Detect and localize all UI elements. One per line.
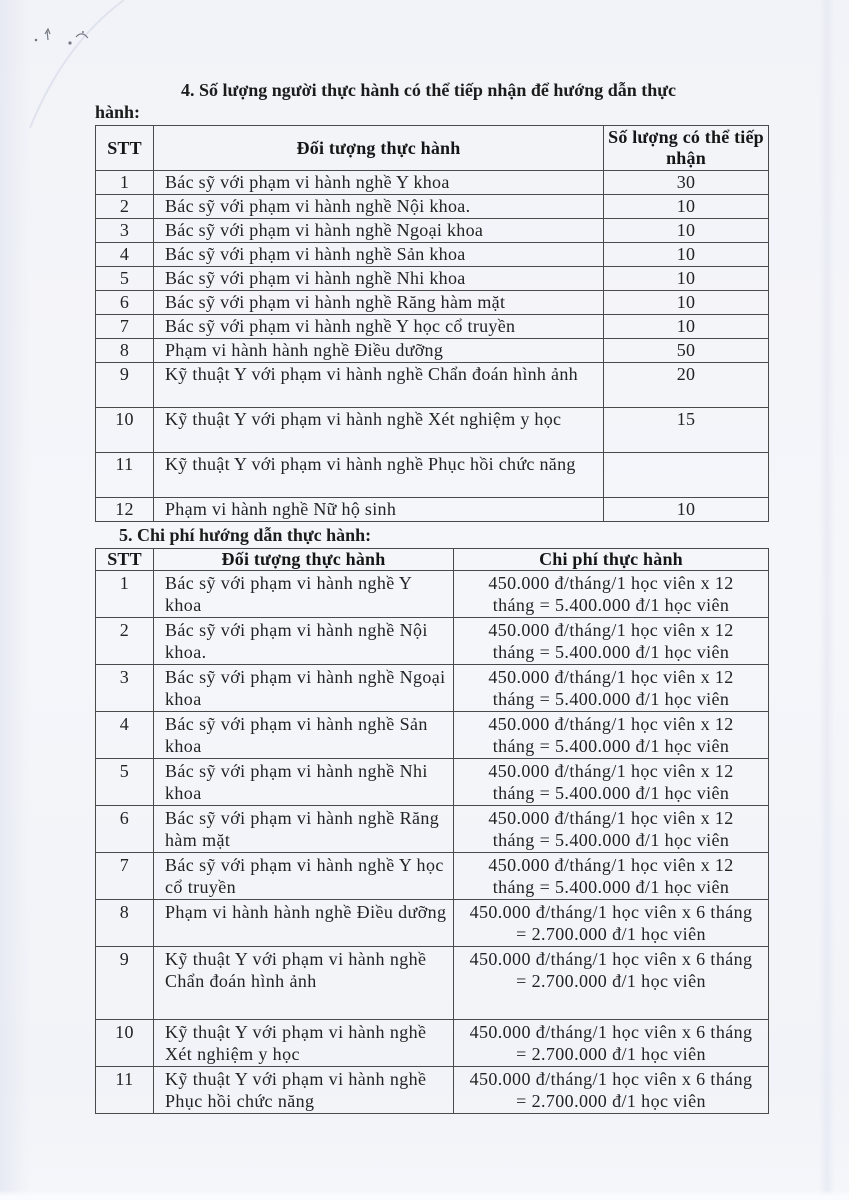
table-row	[96, 759, 769, 806]
cost-line-1: 450.000 đ/tháng/1 học viên x 12	[488, 667, 734, 687]
table-row	[96, 571, 769, 618]
cell-cost	[454, 712, 769, 759]
cell-cost	[454, 853, 769, 900]
cell-subject: Phạm vi hành hành nghề Điều dưỡng	[154, 339, 604, 363]
header-subject: Đối tượng thực hành	[154, 549, 454, 571]
cell-subject: Bác sỹ với phạm vi hành nghề Nội khoa.	[154, 195, 604, 219]
table-row	[96, 171, 769, 195]
table-row	[96, 1020, 769, 1067]
cost-line-1: 450.000 đ/tháng/1 học viên x 12	[488, 573, 734, 593]
header-subject: Đối tượng thực hành	[154, 126, 604, 171]
cell-subject: Bác sỹ với phạm vi hành nghề Răng hàm mặt	[154, 291, 604, 315]
section-4-heading	[95, 79, 768, 123]
cost-line-1: 450.000 đ/tháng/1 học viên x 12	[488, 714, 734, 734]
document-content	[95, 79, 768, 1114]
cell-quantity: 50	[604, 339, 769, 363]
section-5-heading: 5. Chi phí hướng dẫn thực hành:	[119, 525, 372, 545]
cell-subject: Kỹ thuật Y với phạm vi hành nghề Phục hồi chức năng	[154, 453, 604, 498]
cell-subject: Phạm vi hành nghề Nữ hộ sinh	[154, 498, 604, 522]
cell-stt: 8	[96, 339, 154, 363]
cell-subject: Phạm vi hành hành nghề Điều dưỡng	[154, 900, 454, 947]
practice-capacity-table	[95, 125, 769, 522]
cell-stt: 9	[96, 363, 154, 408]
scan-right-edge-shade	[819, 0, 835, 1200]
cost-line-1: 450.000 đ/tháng/1 học viên x 6 tháng	[469, 1069, 753, 1089]
table-row	[96, 498, 769, 522]
cost-line-2: = 2.700.000 đ/1 học viên	[516, 924, 706, 944]
cell-stt: 7	[96, 853, 154, 900]
cost-line-2: tháng = 5.400.000 đ/1 học viên	[492, 783, 730, 803]
cost-line-2: tháng = 5.400.000 đ/1 học viên	[492, 736, 730, 756]
table-row	[96, 853, 769, 900]
cell-subject: Kỹ thuật Y với phạm vi hành nghề Xét nghiệm y học	[154, 1020, 454, 1067]
cell-cost	[454, 1067, 769, 1114]
table-row	[96, 243, 769, 267]
table-row	[96, 267, 769, 291]
cost-line-2: tháng = 5.400.000 đ/1 học viên	[492, 689, 730, 709]
cell-quantity: 10	[604, 498, 769, 522]
table-header-row	[96, 126, 769, 171]
cell-stt: 10	[96, 408, 154, 453]
cell-quantity: 30	[604, 171, 769, 195]
scan-bottom-edge	[0, 1190, 849, 1200]
cell-cost	[454, 759, 769, 806]
table-row	[96, 947, 769, 1020]
table-row	[96, 712, 769, 759]
cell-stt: 4	[96, 712, 154, 759]
cost-line-2: = 2.700.000 đ/1 học viên	[516, 971, 706, 991]
pencil-scribble-marks	[30, 24, 94, 50]
cost-line-2: = 2.700.000 đ/1 học viên	[516, 1044, 706, 1064]
cost-line-1: 450.000 đ/tháng/1 học viên x 12	[488, 855, 734, 875]
cell-quantity: 10	[604, 267, 769, 291]
cell-stt: 8	[96, 900, 154, 947]
cell-subject: Bác sỹ với phạm vi hành nghề Ngoại khoa	[154, 665, 454, 712]
cell-stt: 12	[96, 498, 154, 522]
cell-cost	[454, 571, 769, 618]
cost-line-1: 450.000 đ/tháng/1 học viên x 12	[488, 761, 734, 781]
cell-subject: Bác sỹ với phạm vi hành nghề Y học cổ truyền	[154, 315, 604, 339]
cost-line-2: tháng = 5.400.000 đ/1 học viên	[492, 877, 730, 897]
cell-quantity: 10	[604, 243, 769, 267]
table-row	[96, 195, 769, 219]
cell-subject: Bác sỹ với phạm vi hành nghề Nội khoa.	[154, 618, 454, 665]
cell-subject: Bác sỹ với phạm vi hành nghề Sản khoa	[154, 243, 604, 267]
header-cost: Chi phí thực hành	[454, 549, 769, 571]
cell-subject: Kỹ thuật Y với phạm vi hành nghề Chẩn đoán hình ảnh	[154, 947, 454, 1020]
cost-line-2: tháng = 5.400.000 đ/1 học viên	[492, 595, 730, 615]
cell-cost	[454, 900, 769, 947]
cell-subject: Bác sỹ với phạm vi hành nghề Ngoại khoa	[154, 219, 604, 243]
table-row	[96, 806, 769, 853]
table-row	[96, 219, 769, 243]
cell-stt: 2	[96, 195, 154, 219]
cell-subject: Bác sỹ với phạm vi hành nghề Nhi khoa	[154, 759, 454, 806]
cell-cost	[454, 665, 769, 712]
practice-cost-table	[95, 548, 769, 1114]
cell-stt: 6	[96, 806, 154, 853]
cell-stt: 6	[96, 291, 154, 315]
cell-quantity: 10	[604, 219, 769, 243]
table-header-row	[96, 549, 769, 571]
table-row	[96, 291, 769, 315]
cell-subject: Bác sỹ với phạm vi hành nghề Y học cổ truyền	[154, 853, 454, 900]
table-row	[96, 618, 769, 665]
scan-left-edge-shade	[0, 0, 30, 1200]
cell-stt: 9	[96, 947, 154, 1020]
cell-cost	[454, 947, 769, 1020]
header-stt: STT	[96, 549, 154, 571]
cell-cost	[454, 806, 769, 853]
cost-line-2: tháng = 5.400.000 đ/1 học viên	[492, 830, 730, 850]
cell-stt: 3	[96, 219, 154, 243]
cell-stt: 4	[96, 243, 154, 267]
cell-stt: 10	[96, 1020, 154, 1067]
cell-stt: 11	[96, 453, 154, 498]
cell-quantity	[604, 453, 769, 498]
cell-subject: Bác sỹ với phạm vi hành nghề Nhi khoa	[154, 267, 604, 291]
cell-cost	[454, 1020, 769, 1067]
cost-line-2: = 2.700.000 đ/1 học viên	[516, 1091, 706, 1111]
cell-stt: 2	[96, 618, 154, 665]
cell-stt: 11	[96, 1067, 154, 1114]
cell-stt: 7	[96, 315, 154, 339]
cell-cost	[454, 618, 769, 665]
section-4-heading-line2: hành:	[95, 102, 141, 122]
table-row	[96, 900, 769, 947]
cell-subject: Kỹ thuật Y với phạm vi hành nghề Chẩn đoán hình ảnh	[154, 363, 604, 408]
table-row	[96, 315, 769, 339]
cell-subject: Bác sỹ với phạm vi hành nghề Y khoa	[154, 171, 604, 195]
cell-quantity: 10	[604, 315, 769, 339]
header-quantity: Số lượng có thể tiếp nhận	[604, 126, 769, 171]
cost-line-1: 450.000 đ/tháng/1 học viên x 6 tháng	[469, 949, 753, 969]
cell-stt: 1	[96, 571, 154, 618]
table-row	[96, 1067, 769, 1114]
section-4-heading-line1: 4. Số lượng người thực hành có thể tiếp nhận để hướng dẫn thực	[181, 80, 677, 100]
cell-subject: Bác sỹ với phạm vi hành nghề Sản khoa	[154, 712, 454, 759]
cell-quantity: 20	[604, 363, 769, 408]
cell-quantity: 10	[604, 195, 769, 219]
cell-quantity: 15	[604, 408, 769, 453]
table-row	[96, 339, 769, 363]
cell-quantity: 10	[604, 291, 769, 315]
cell-stt: 5	[96, 267, 154, 291]
cost-line-2: tháng = 5.400.000 đ/1 học viên	[492, 642, 730, 662]
cell-subject: Bác sỹ với phạm vi hành nghề Y khoa	[154, 571, 454, 618]
cell-subject: Bác sỹ với phạm vi hành nghề Răng hàm mặt	[154, 806, 454, 853]
cell-stt: 5	[96, 759, 154, 806]
table-row	[96, 408, 769, 453]
table-row	[96, 363, 769, 408]
cell-subject: Kỹ thuật Y với phạm vi hành nghề Xét nghiệm y học	[154, 408, 604, 453]
cost-line-1: 450.000 đ/tháng/1 học viên x 6 tháng	[469, 902, 753, 922]
cost-line-1: 450.000 đ/tháng/1 học viên x 12	[488, 808, 734, 828]
header-stt: STT	[96, 126, 154, 171]
table-row	[96, 453, 769, 498]
cell-subject: Kỹ thuật Y với phạm vi hành nghề Phục hồi chức năng	[154, 1067, 454, 1114]
table-row	[96, 665, 769, 712]
cell-stt: 1	[96, 171, 154, 195]
cell-stt: 3	[96, 665, 154, 712]
cost-line-1: 450.000 đ/tháng/1 học viên x 12	[488, 620, 734, 640]
cost-line-1: 450.000 đ/tháng/1 học viên x 6 tháng	[469, 1022, 753, 1042]
